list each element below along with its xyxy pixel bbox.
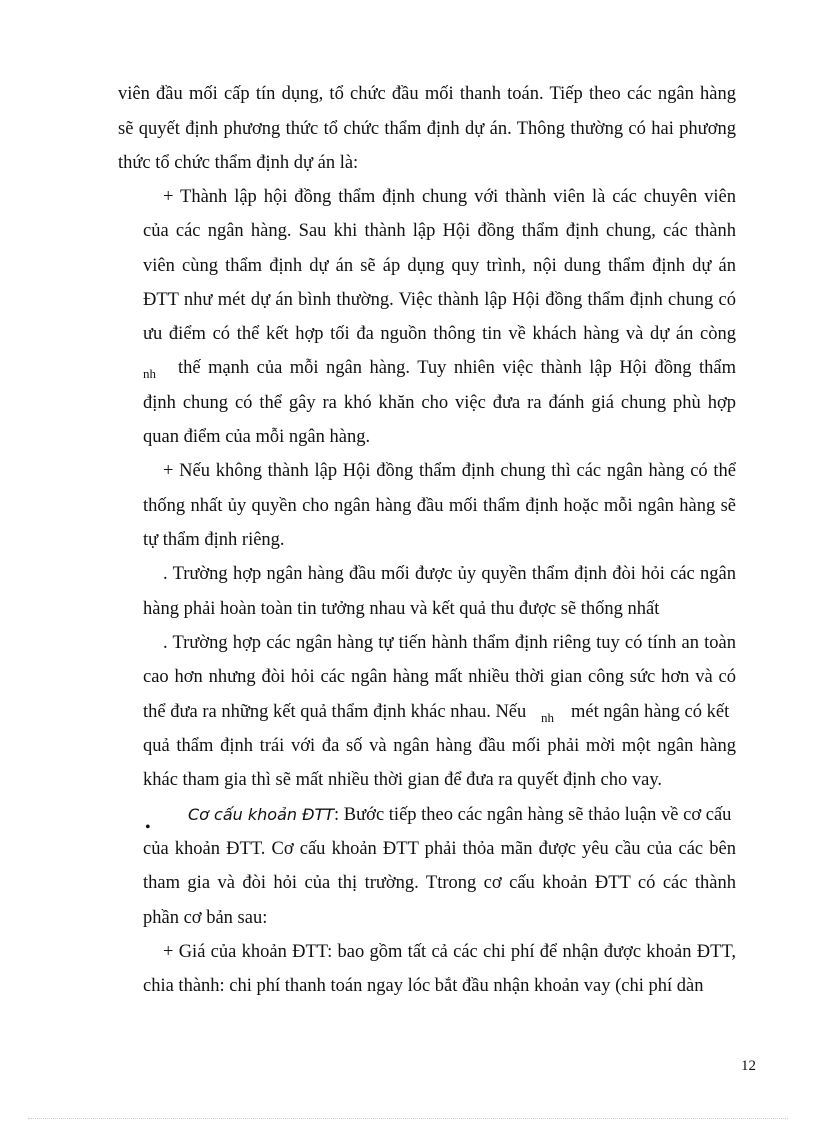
text-line-27: chia thành: chi phí thanh toán ngay lóc bắt đầu nhận khoản vay (chi phí dàn (143, 976, 704, 996)
text-line-21: khác tham gia thì sẽ mất nhiều thời gian để đưa ra quyết định cho vay. (143, 770, 662, 790)
text-line-18: cao hơn nhưng đòi hỏi các ngân hàng mất nhiều thời gian công sức hơn và có (143, 667, 736, 687)
text-line-23: của khoản ĐTT. Cơ cấu khoản ĐTT phải thỏa mãn được yêu cầu của các bên (143, 839, 736, 859)
text-line-12: + Nếu không thành lập Hội đồng thẩm định chung thì các ngân hàng có thể (163, 461, 736, 481)
text-line-22 (188, 803, 731, 827)
text-line-19b: mét ngân hàng có kết (571, 702, 730, 722)
section-heading-co-cau: Cơ cấu khoản ĐTT (188, 805, 335, 824)
text-line-5: của các ngân hàng. Sau khi thành lập Hội đồng thẩm định chung, các thành (143, 221, 736, 241)
bullet-icon: • (145, 819, 151, 836)
text-line-25: phần cơ bản sau: (143, 908, 268, 928)
text-line-9: thế mạnh của mỗi ngân hàng. Tuy nhiên việc thành lập Hội đồng thẩm (178, 358, 736, 378)
text-line-10: định chung có thể gây ra khó khăn cho việc đưa ra đánh giá chung phù hợp (143, 393, 736, 413)
text-line-13: thống nhất ủy quyền cho ngân hàng đầu mối thẩm định hoặc mỗi ngân hàng sẽ (143, 496, 736, 516)
text-line-20: quả thẩm định trái với đa số và ngân hàng đầu mối phải mời một ngân hàng (143, 736, 736, 756)
page-bottom-divider (28, 1118, 788, 1119)
text-line-16: hàng phải hoàn toàn tin tưởng nhau và kết quả thu được sẽ thống nhất (143, 599, 660, 619)
text-line-6: viên cùng thẩm định dự án sẽ áp dụng quy trình, nội dung thẩm định dự án (143, 256, 736, 276)
text-line-24: tham gia và đòi hỏi của thị trường. Ttrong cơ cấu khoản ĐTT có các thành (143, 873, 736, 893)
text-line-19a: thể đưa ra những kết quả thẩm định khác nhau. Nếu (143, 702, 527, 722)
nh-fragment-2: nh (541, 710, 554, 725)
text-line-4: + Thành lập hội đồng thẩm định chung với thành viên là các chuyên viên (163, 187, 736, 207)
text-line-11: quan điểm của mỗi ngân hàng. (143, 427, 371, 447)
section-heading-rest: : Bước tiếp theo các ngân hàng sẽ thảo luận về cơ cấu (334, 805, 732, 825)
text-line-1: viên đầu mối cấp tín dụng, tổ chức đầu mối thanh toán. Tiếp theo các ngân hàng (118, 84, 736, 104)
text-line-3: thức tổ chức thẩm định dự án là: (118, 153, 359, 173)
text-line-15: . Trường hợp ngân hàng đầu mối được ủy quyền thẩm định đòi hỏi các ngân (163, 564, 736, 584)
text-line-14: tự thẩm định riêng. (143, 530, 285, 550)
text-line-2: sẽ quyết định phương thức tổ chức thẩm định dự án. Thông thường có hai phương (118, 119, 736, 139)
nh-fragment-1: nh (143, 366, 156, 381)
page-number: 12 (741, 1058, 756, 1074)
text-line-26: + Giá của khoản ĐTT: bao gồm tất cả các chi phí để nhận được khoản ĐTT, (163, 942, 736, 962)
text-line-17: . Trường hợp các ngân hàng tự tiến hành thẩm định riêng tuy có tính an toàn (163, 633, 736, 653)
text-line-7: ĐTT như mét dự án bình thường. Việc thành lập Hội đồng thẩm định chung có (143, 290, 736, 310)
text-line-8: ưu điểm có thể kết hợp tối đa nguồn thông tin về khách hàng và dự án còng (143, 324, 736, 344)
